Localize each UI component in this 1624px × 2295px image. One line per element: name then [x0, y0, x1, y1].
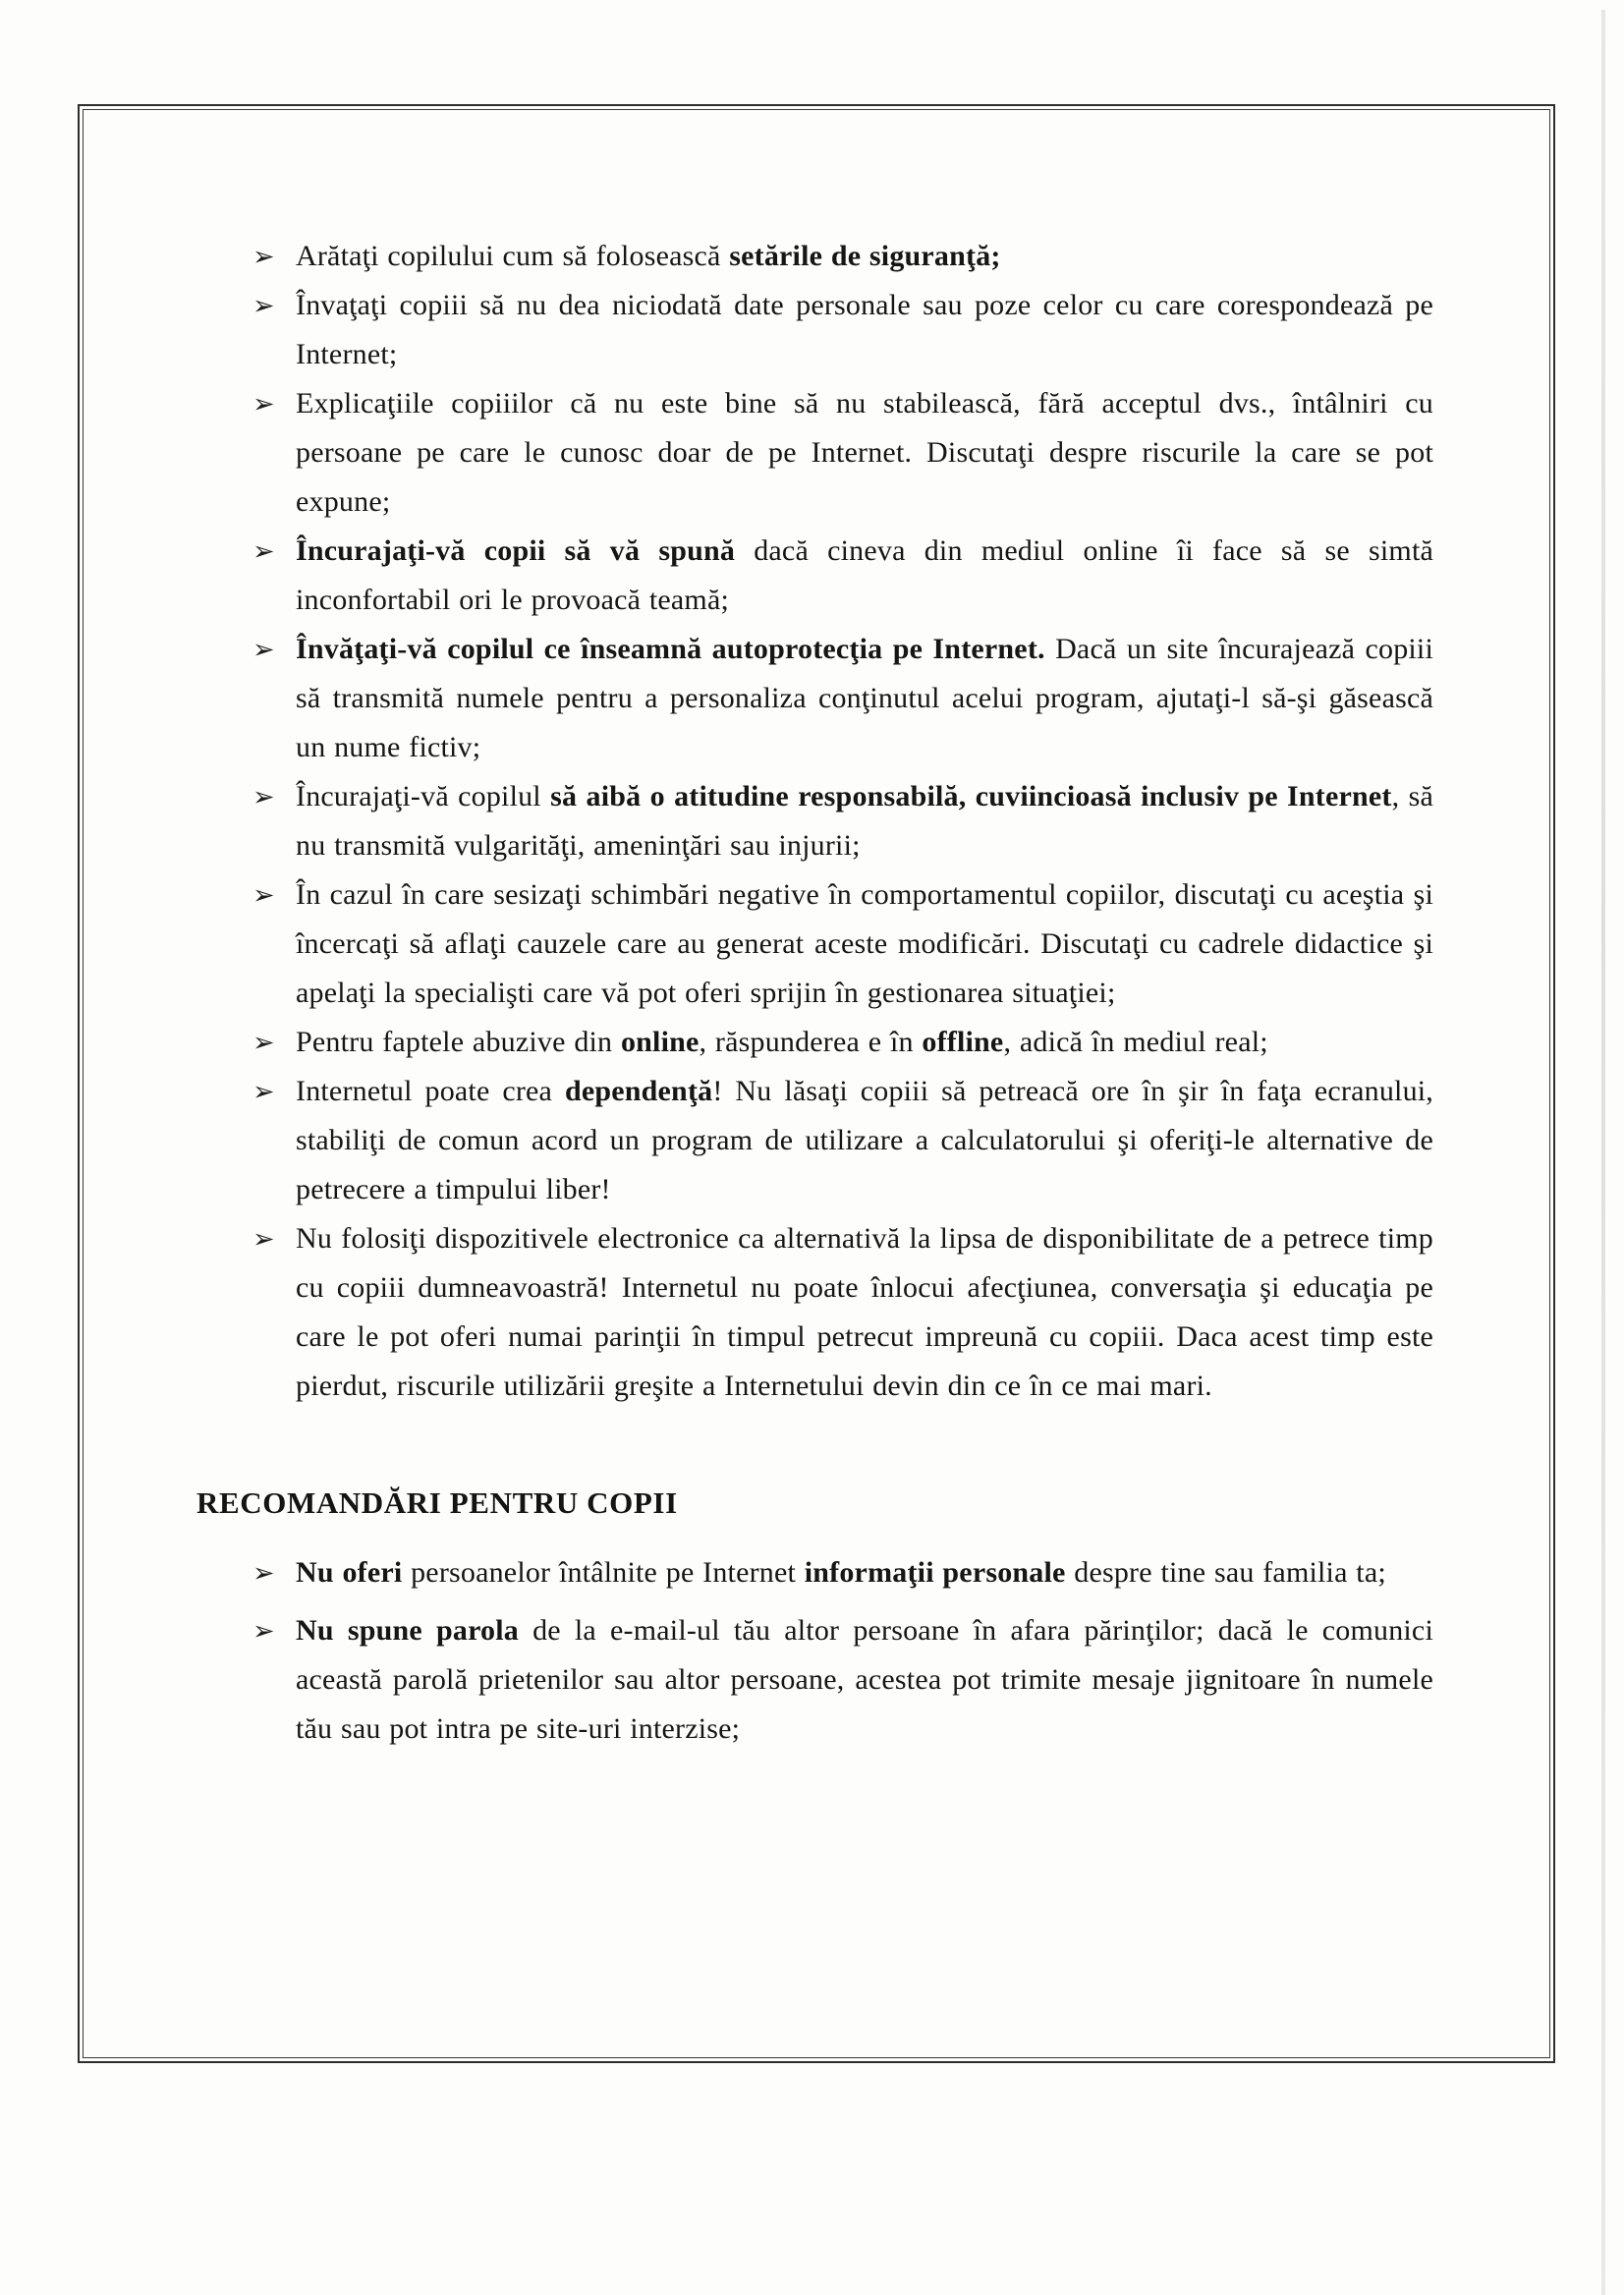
bullet-item	[252, 232, 1433, 281]
bullet-item	[252, 1606, 1433, 1754]
bullet-item	[252, 870, 1433, 1018]
arrow-bullet-icon: ➢	[252, 536, 275, 566]
arrow-bullet-icon: ➢	[252, 1616, 275, 1646]
arrow-bullet-icon: ➢	[252, 880, 275, 910]
parent-recommendations-list	[196, 232, 1433, 1411]
arrow-bullet-icon: ➢	[252, 635, 275, 664]
bullet-text: Nu folosiţi dispozitivele electronice ca alternativă la lipsa de disponibilitate de a petrece timp cu copiii dumneavoastră! Internetul nu poate înlocui afecţiunea, conversaţia şi educaţia pe care le pot oferi numai parinţii în timpul petrecut impreună cu copiii. Daca acest timp este pierdut, riscurile utilizării greşite a Internetului devin din ce în ce mai mari.	[296, 1222, 1433, 1402]
bullet-item	[252, 1018, 1433, 1067]
bullet-item	[252, 527, 1433, 625]
bullet-item	[252, 379, 1433, 527]
bullet-text: În cazul în care sesizaţi schimbări negative în comportamentul copiilor, discutaţi cu aceştia şi încercaţi să aflaţi cauzele care au generat aceste modificări. Discutaţi cu cadrele didactice şi apelaţi la specialişti care vă pot oferi sprijin în gestionarea situaţiei;	[296, 878, 1433, 1009]
arrow-bullet-icon: ➢	[252, 242, 275, 271]
child-recommendations-list	[196, 1548, 1433, 1754]
bullet-text: Încurajaţi-vă copii să vă spună dacă cineva din mediul online îi face să se simtă inconfortabil ori le provoacă teamă;	[296, 534, 1433, 616]
arrow-bullet-icon: ➢	[252, 1224, 275, 1254]
bullet-item	[252, 1548, 1433, 1597]
bullet-text: Învaţaţi copiii să nu dea niciodată date personale sau poze celor cu care corespondează pe Internet;	[296, 289, 1433, 370]
bullet-item	[252, 772, 1433, 870]
bullet-text: Încurajaţi-vă copilul să aibă o atitudine responsabilă, cuviincioasă inclusiv pe Internet, să nu transmită vulgarităţi, ameninţări sau injurii;	[296, 780, 1434, 862]
arrow-bullet-icon: ➢	[252, 389, 275, 419]
arrow-bullet-icon: ➢	[252, 1028, 275, 1057]
bullet-item	[252, 625, 1433, 772]
bullet-text: Nu spune parola de la e-mail-ul tău altor persoane în afara părinţilor; dacă le comunici această parolă prietenilor sau altor persoane, acestea pot trimite mesaje jignitoare în numele tău sau pot intra pe site-uri interzise;	[296, 1614, 1433, 1745]
bullet-text: Arătaţi copilului cum să folosească setările de siguranţă;	[296, 240, 1001, 272]
arrow-bullet-icon: ➢	[252, 1077, 275, 1106]
bullet-text: Învăţaţi-vă copilul ce înseamnă autoprotecţia pe Internet. Dacă un site încurajează copiii să transmită numele pentru a personaliza conţinutul acelui program, ajutaţi-l să-şi găsească un nume fictiv;	[296, 633, 1434, 763]
bullet-text: Pentru faptele abuzive din online, răspunderea e în offline, adică în mediul real;	[296, 1026, 1268, 1058]
bullet-text: Nu oferi persoanelor întâlnite pe Internet informaţii personale despre tine sau familia ta;	[296, 1556, 1386, 1589]
scanner-edge-line	[1601, 10, 1605, 2295]
children-section-heading: RECOMANDĂRI PENTRU COPII	[196, 1485, 678, 1520]
page-content	[196, 232, 1433, 1763]
bullet-item	[252, 1067, 1433, 1214]
arrow-bullet-icon: ➢	[252, 782, 275, 812]
page-border-frame	[78, 104, 1555, 2063]
arrow-bullet-icon: ➢	[252, 1558, 275, 1588]
bullet-item	[252, 281, 1433, 379]
arrow-bullet-icon: ➢	[252, 291, 275, 320]
bullet-item	[252, 1214, 1433, 1411]
bullet-text: Internetul poate crea dependenţă! Nu lăsaţi copiii să petreacă ore în şir în faţa ecranului, stabiliţi de comun acord un program de utilizare a calculatorului şi oferiţi-le alternative de petrecere a timpului liber!	[296, 1075, 1434, 1205]
bullet-text: Explicaţiile copiiilor că nu este bine să nu stabilească, fără acceptul dvs., întâlniri cu persoane pe care le cunosc doar de pe Internet. Discutaţi despre riscurile la care se pot expune;	[296, 387, 1433, 518]
